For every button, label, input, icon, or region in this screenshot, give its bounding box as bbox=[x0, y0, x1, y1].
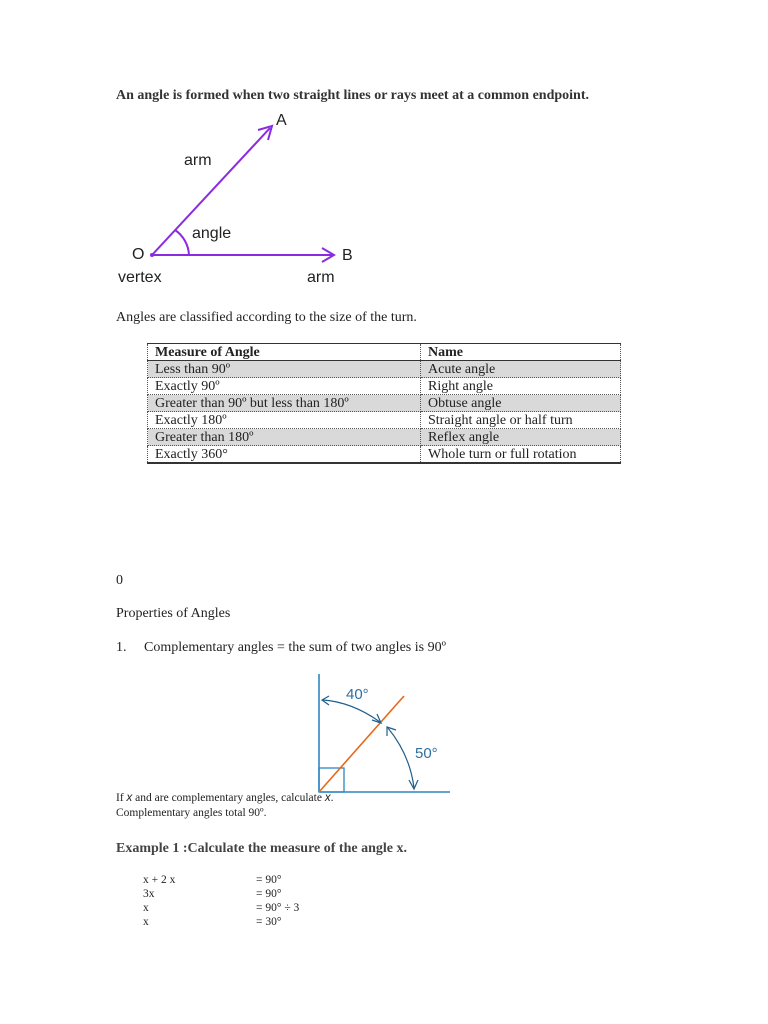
angle-diagram bbox=[110, 108, 370, 293]
cell-name: Whole turn or full rotation bbox=[421, 446, 621, 464]
question-line-2: Complementary angles total 90º. bbox=[116, 807, 267, 819]
question-line-1 bbox=[116, 792, 333, 804]
angle-arc bbox=[175, 230, 189, 255]
table-header-row bbox=[148, 344, 621, 361]
complementary-angles-diagram bbox=[300, 670, 460, 800]
cell-measure: Greater than 180º bbox=[148, 429, 421, 446]
equation-lhs: x + 2 x bbox=[143, 874, 176, 886]
question-text-2: and are complementary angles, calculate bbox=[132, 792, 325, 804]
label-arm-bottom: arm bbox=[307, 269, 335, 286]
label-vertex: vertex bbox=[118, 269, 162, 286]
list-number: 1. bbox=[116, 640, 127, 655]
classification-text: Angles are classified according to the size of the turn. bbox=[116, 310, 417, 325]
table-row bbox=[148, 395, 621, 412]
label-o: O bbox=[132, 246, 145, 263]
label-arm-top: arm bbox=[184, 152, 212, 169]
complementary-item bbox=[116, 640, 446, 656]
table-row bbox=[148, 361, 621, 378]
cell-measure: Greater than 90º but less than 180º bbox=[148, 395, 421, 412]
equation-rhs: = 90° bbox=[256, 874, 282, 886]
label-a: A bbox=[276, 112, 287, 129]
equation-lhs: x bbox=[143, 902, 149, 914]
equation-rhs: = 90° ÷ 3 bbox=[256, 902, 300, 914]
cell-name: Reflex angle bbox=[421, 429, 621, 446]
table-row bbox=[148, 378, 621, 395]
cell-measure: Exactly 180º bbox=[148, 412, 421, 429]
header-name: Name bbox=[421, 344, 621, 361]
variable-x: x bbox=[324, 792, 331, 804]
intro-text: An angle is formed when two straight lines or rays meet at a common endpoint. bbox=[116, 88, 589, 103]
table-row bbox=[148, 412, 621, 429]
header-measure: Measure of Angle bbox=[148, 344, 421, 361]
equation-rhs: = 90° bbox=[256, 888, 282, 900]
table-row bbox=[148, 429, 621, 446]
arc-40 bbox=[323, 700, 380, 722]
cell-name: Straight angle or half turn bbox=[421, 412, 621, 429]
equation-lhs: 3x bbox=[143, 888, 155, 900]
question-text-1: If bbox=[116, 792, 127, 804]
cell-name: Obtuse angle bbox=[421, 395, 621, 412]
cell-name: Right angle bbox=[421, 378, 621, 395]
example-1-heading: Example 1 :Calculate the measure of the angle x. bbox=[116, 841, 407, 856]
angle-50-label: 50° bbox=[415, 745, 438, 762]
stray-number: 0 bbox=[116, 573, 123, 588]
arc-50 bbox=[388, 728, 414, 788]
label-angle: angle bbox=[192, 225, 232, 242]
cell-name: Acute angle bbox=[421, 361, 621, 378]
table-row bbox=[148, 446, 621, 464]
question-period: . bbox=[330, 792, 334, 804]
cell-measure: Exactly 90º bbox=[148, 378, 421, 395]
cell-measure: Exactly 360° bbox=[148, 446, 421, 464]
variable-x: x bbox=[126, 792, 133, 804]
cell-measure: Less than 90º bbox=[148, 361, 421, 378]
label-b: B bbox=[342, 247, 353, 264]
equation-lhs: x bbox=[143, 916, 149, 928]
complementary-text: Complementary angles = the sum of two angles is 90º bbox=[144, 640, 446, 655]
angle-40-label: 40° bbox=[346, 686, 369, 703]
vertex-dot bbox=[150, 253, 154, 257]
equation-rhs: = 30° bbox=[256, 916, 282, 928]
angle-classification-table bbox=[147, 343, 621, 464]
properties-heading: Properties of Angles bbox=[116, 606, 231, 621]
